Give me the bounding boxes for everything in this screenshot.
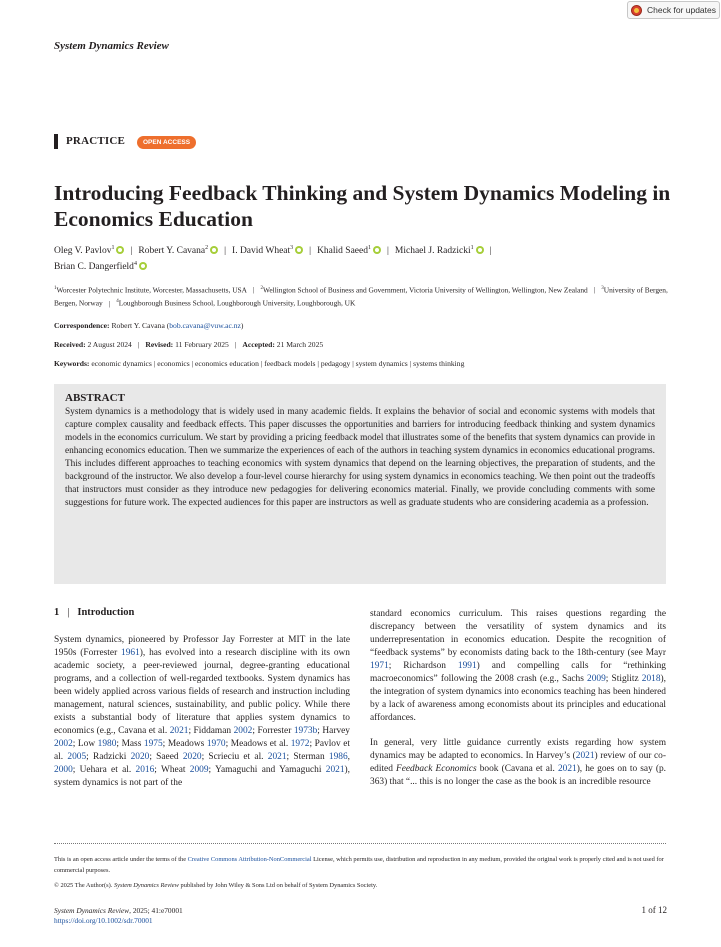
check-for-updates-label: Check for updates: [647, 5, 716, 15]
orcid-icon[interactable]: [139, 262, 147, 270]
correspondence: Correspondence: Robert Y. Cavana (bob.cavana@vuw.ac.nz): [54, 321, 244, 330]
license-notice: This is an open access article under the terms of the Creative Commons Attribution-NonCommercial License, which permits use, distribution and reproduction in any medium, provided the original work is properly cited and is not used for commercial purposes. © 2025 The Author(s). System Dynamics Review published by John Wiley & Sons Ltd on behalf of System Dynamics Society.: [54, 856, 664, 889]
orcid-icon[interactable]: [373, 246, 381, 254]
affiliations: $^1$Worcester Polytechnic Institute, Worcester, Massachusetts, USA | $^2$Wellington School of Business and Government, Victoria University of Wellington, Wellington, New Zealand | $^3$University of Bergen, Bergen, Norway | $^4$Loughborough Business School, Loughborough University, Loughborough, UK: [54, 285, 668, 308]
author[interactable]: I. David Wheat$^3$: [232, 245, 294, 257]
author[interactable]: Khalid Saeed$^1$: [317, 245, 371, 257]
section-marker: [54, 134, 58, 149]
body-column-right: standard economics curriculum. This raises questions regarding the discrepancy between the versatility of system dynamics and its underrepresentation in economics education. Despite the recognition of “feedback systems” by economists dating back to the 18th-century (see Mayr 1971; Richardson 1991) and compelling calls for “rethinking macroeconomics” following the 2008 crash (e.g., Sachs 2009; Stiglitz 2018), the integration of system dynamics into economics teaching has been hindered by a lack of awareness among economists about its principles and educational affordances. In general, very little guidance currently exists regarding how system dynamics may be adapted to economics. In Harvey’s (2021) review of our co-edited Feedback Economics book (Cavana et al. 2021), he goes on to say (p. 363) that “... this is no longer the case as the book is an incredible resource: [370, 609, 666, 787]
body-column-left: System dynamics, pioneered by Professor Jay Forrester at MIT in the late 1950s (Forrester 1961), has evolved into a research discipline with its own academic society, a peer-reviewed journal, degree-granting educational programs, and a collection of well-regarded textbooks. System dynamics has been widely applied across various fields of research and instruction including management, natural sciences, sustainability, and public policy. While there exists a substantial body of literature that applies system dynamics to economics (e.g., Cavana et al. 2021; Fiddaman 2002; Forrester 1973b; Harvey 2002; Low 1980; Mass 1975; Meadows 1970; Meadows et al. 1972; Pavlov et al. 2005; Radzicki 2020; Saeed 2020; Scrieciu et al. 2021; Sterman 1986, 2000; Uehara et al. 2016; Wheat 2009; Yamaguchi and Yamaguchi 2021), system dynamics is not part of the: [54, 635, 351, 788]
crossmark-icon: [631, 5, 642, 16]
abstract-heading: ABSTRACT: [65, 392, 125, 404]
license-link[interactable]: Creative Commons Attribution-NonCommercial: [187, 856, 312, 863]
open-access-badge: OPEN ACCESS: [137, 136, 196, 149]
orcid-icon[interactable]: [476, 246, 484, 254]
orcid-icon[interactable]: [295, 246, 303, 254]
abstract-box: [54, 384, 666, 584]
article-title: Introducing Feedback Thinking and System Dynamics Modeling in Economics Education: [54, 181, 671, 231]
orcid-icon[interactable]: [210, 246, 218, 254]
journal-name: System Dynamics Review: [54, 40, 169, 52]
email-link[interactable]: bob.cavana@vuw.ac.nz: [169, 321, 241, 330]
section-heading: 1 | Introduction: [54, 607, 135, 618]
section-label: PRACTICE: [66, 135, 126, 147]
article-dates: Received: 2 August 2024 | Revised: 11 February 2025 | Accepted: 21 March 2025: [54, 340, 324, 349]
doi-link[interactable]: https://doi.org/10.1002/sdr.70001: [54, 916, 153, 925]
orcid-icon[interactable]: [116, 246, 124, 254]
abstract-text: System dynamics is a methodology that is widely used in many academic fields. It explains the behavior of social and economic systems with models that capture complex causality and feedback effects. This paper discusses the opportunities and barriers for introducing feedback thinking and system dynamics models in the economics curriculum. We start by providing a pricing feedback model that illustrates some of the benefits that system dynamics can provide in enhancing economics education. Then we summarize the experiences of each of the authors in teaching system dynamics in economics educational programs. This includes different approaches to teaching economics with system dynamics that depend on the learning objectives, the preparation of students, and the background of the instructor. We also develop a four-level course hierarchy for using system dynamics in economics teaching. We then point out the tradeoffs that instructors must consider as they introduce new pedagogies for delivering economics material. Finally, we provide concluding comments with some suggestions for future work. The expected audiences for this paper are instructors as well as graduate students who are considering academia as a profession.: [65, 407, 655, 508]
author[interactable]: Brian C. Dangerfield$^4$: [54, 261, 137, 273]
author-list: Oleg V. Pavlov$^1$ | Robert Y. Cavana$^2$ | I. David Wheat$^3$ | Khalid Saeed$^1$ | Michael J. Radzicki$^1$ | Brian C. Dangerfield$^4$: [54, 245, 492, 273]
author[interactable]: Michael J. Radzicki$^1$: [394, 245, 474, 257]
page-number: 1 of 12: [641, 905, 667, 915]
footer-divider: [54, 843, 666, 844]
check-for-updates-button[interactable]: [627, 1, 720, 19]
keywords: Keywords: economic dynamics | economics | economics education | feedback models | pedagogy | system dynamics | systems thinking: [54, 359, 465, 368]
author[interactable]: Robert Y. Cavana$^2$: [138, 245, 209, 257]
author[interactable]: Oleg V. Pavlov$^1$: [54, 245, 115, 257]
citation: System Dynamics Review, 2025; 41:e70001 https://doi.org/10.1002/sdr.70001: [54, 906, 183, 925]
